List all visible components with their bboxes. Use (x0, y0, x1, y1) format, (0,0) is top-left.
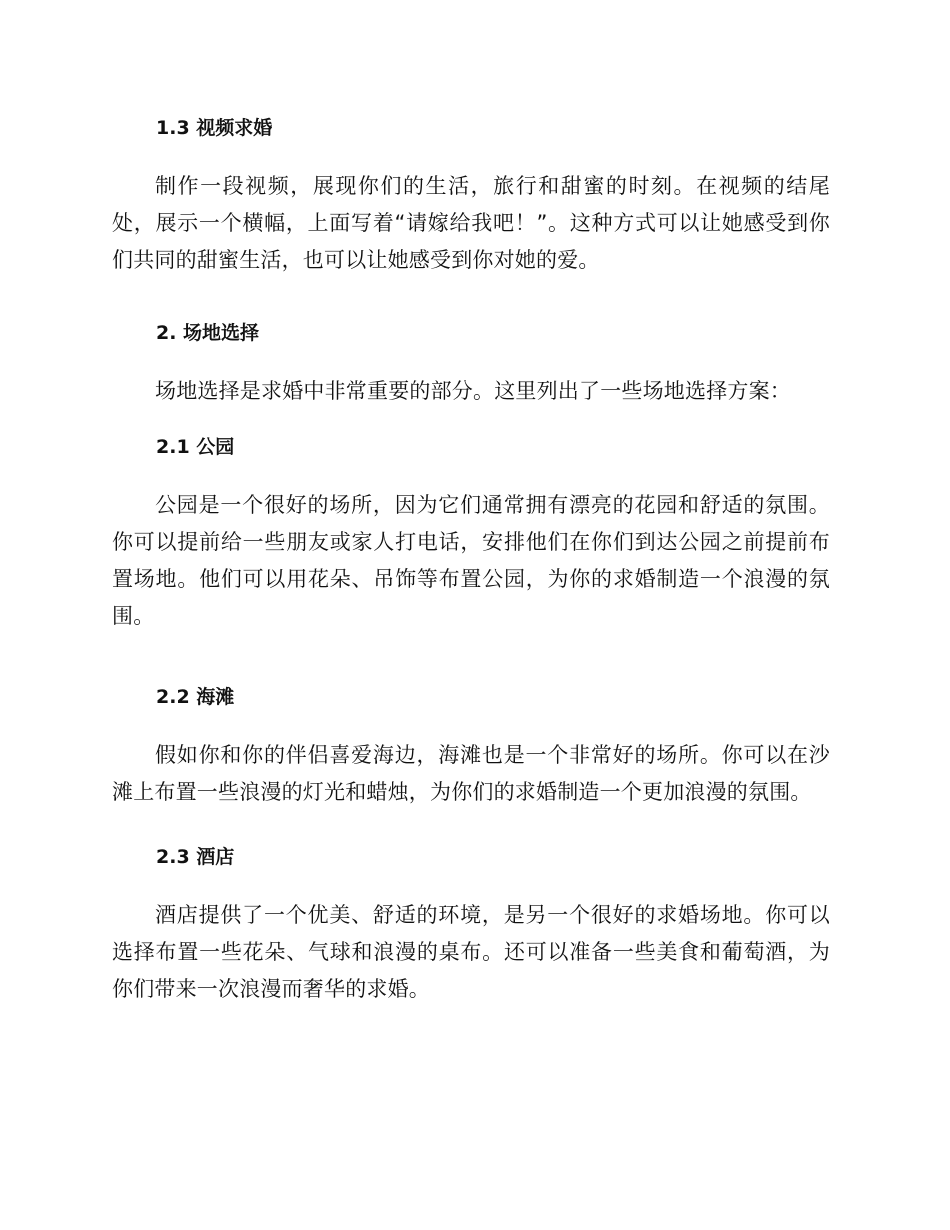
section-heading-venue-selection: 2. 场地选择 (156, 322, 260, 344)
section-body-venue-selection: 场地选择是求婚中非常重要的部分。这里列出了一些场地选择方案： (155, 379, 791, 403)
section-heading-park: 2.1 公园 (156, 436, 235, 458)
section-body-beach: 假如你和你的伴侣喜爱海边，海滩也是一个非常好的场所。你可以在沙滩上布置一些浪漫的灯光和蜡烛，为你们的求婚制造一个更加浪漫的氛围。 (112, 743, 830, 804)
section-heading-hotel: 2.3 酒店 (156, 846, 235, 868)
section-body-video-proposal: 制作一段视频，展现你们的生活，旅行和甜蜜的时刻。在视频的结尾处，展示一个横幅，上面写着“请嫁给我吧！”。这种方式可以让她感受到你们共同的甜蜜生活，也可以让她感受到你对她的爱。 (112, 174, 830, 272)
section-heading-beach: 2.2 海滩 (156, 686, 235, 708)
section-body-hotel: 酒店提供了一个优美、舒适的环境，是另一个很好的求婚场地。你可以选择布置一些花朵、气球和浪漫的桌布。还可以准备一些美食和葡萄酒，为你们带来一次浪漫而奢华的求婚。 (112, 903, 830, 1001)
section-heading-video-proposal: 1.3 视频求婚 (156, 117, 273, 139)
section-body-park: 公园是一个很好的场所，因为它们通常拥有漂亮的花园和舒适的氛围。你可以提前给一些朋友或家人打电话，安排他们在你们到达公园之前提前布置场地。他们可以用花朵、吊饰等布置公园，为你的求婚制造一个浪漫的氛围。 (112, 493, 830, 628)
